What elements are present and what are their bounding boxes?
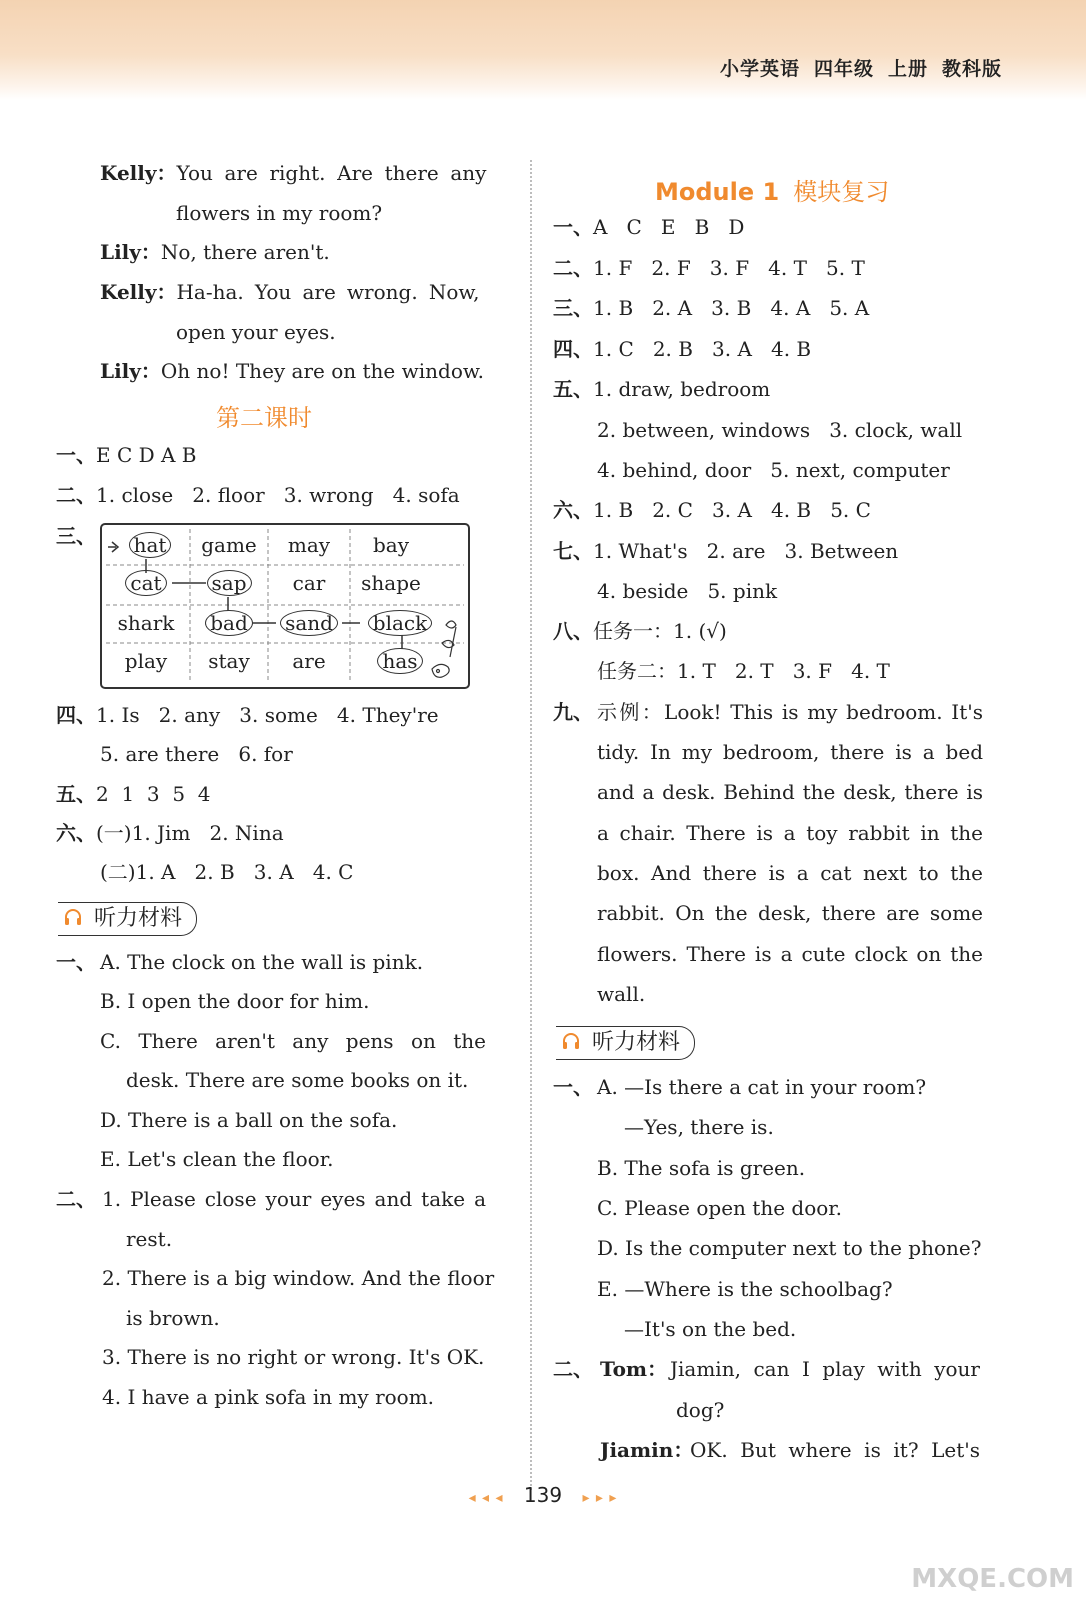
listen-1-num: 一、 [56, 950, 96, 974]
answer-6b: (二)1. A 2. B 3. A 4. C [100, 860, 354, 884]
essay-line: rabbit. On the desk, there are some [597, 901, 983, 925]
answer-row: 任务二：1. T 2. T 3. F 4. T [597, 659, 890, 683]
grid-word: cat [102, 571, 190, 595]
listen-line: A. The clock on the wall is pink. [100, 950, 424, 974]
dialog-line: Lily：Oh no! They are on the window. [100, 359, 484, 383]
dialog-line: Jiamin：OK. But where is it? Let's [600, 1438, 980, 1462]
module-title [655, 172, 889, 207]
essay-line: tidy. In my bedroom, there is a bed [597, 740, 983, 764]
answer-row: 四、1. C 2. B 3. A 4. B [553, 337, 812, 361]
next-arrows-icon: ▸ ▸ ▸ [582, 1490, 618, 1506]
essay-line: flowers. There is a cute clock on the [597, 942, 983, 966]
answer-9-num: 九、 [553, 700, 593, 724]
listen-line: —It's on the bed. [624, 1317, 797, 1341]
prev-arrows-icon: ◂ ◂ ◂ [468, 1490, 504, 1506]
listen-line: D. Is the computer next to the phone? [597, 1236, 982, 1260]
word-grid [100, 523, 470, 689]
dialog-line: Kelly：You are right. Are there any [100, 161, 487, 185]
listen-line: desk. There are some books on it. [126, 1068, 469, 1092]
book-subject: 小学英语 [719, 58, 800, 80]
listen-2-num: 二、 [56, 1187, 96, 1211]
essay-line: 示例：Look! This is my bedroom. It's [597, 700, 983, 724]
headphone-icon [62, 906, 84, 928]
grid-word: bay [372, 533, 410, 557]
headphone-icon [560, 1030, 582, 1052]
grid-word: has [350, 649, 450, 673]
grid-word: hat [110, 533, 190, 557]
grid-word: play [124, 649, 168, 673]
answer-row: 七、1. What's 2. are 3. Between [553, 539, 899, 563]
listen-line: —Yes, there is. [624, 1115, 774, 1139]
dialog-line: dog? [676, 1398, 725, 1422]
answer-2: 二、1. close 2. floor 3. wrong 4. sofa [56, 483, 460, 507]
grid-word: black [350, 611, 450, 635]
listen-2-num: 二、 [553, 1357, 593, 1381]
listen-line: E. —Where is the schoolbag? [597, 1277, 893, 1301]
dialog-line: Kelly：Ha-ha. You are wrong. Now, [100, 280, 480, 304]
listen-line: 4. I have a pink sofa in my room. [102, 1385, 435, 1409]
listen-line: C. There aren't any pens on the [100, 1029, 486, 1053]
dialog-line: Tom： Jiamin, can I play with your [600, 1357, 980, 1381]
header-band [0, 0, 1086, 100]
book-volume: 上册 [887, 58, 928, 80]
watermark: MXQE.COM [911, 1564, 1074, 1594]
grid-word: car [292, 571, 326, 595]
answer-row: 4. beside 5. pink [597, 579, 778, 603]
answer-4b: 5. are there 6. for [100, 742, 293, 766]
listening-material-tag [58, 902, 197, 936]
module-subtitle: 模块复习 [793, 178, 890, 206]
listen-line: 2. There is a big window. And the floor [102, 1266, 495, 1290]
answer-row: 五、1. draw, bedroom [553, 377, 771, 401]
answer-row: 2. between, windows 3. clock, wall [597, 418, 963, 442]
page-footer [0, 1483, 1086, 1507]
grid-word: sap [190, 571, 268, 595]
dialog-line: Lily：No, there aren't. [100, 240, 330, 264]
book-title [706, 54, 1002, 81]
answer-row: 八、任务一：1. (√) [553, 619, 727, 643]
listening-label: 听力材料 [592, 1030, 681, 1055]
page-number: 139 [523, 1483, 563, 1507]
answer-6: 六、(一)1. Jim 2. Nina [56, 821, 284, 845]
listen-line: A. —Is there a cat in your room? [597, 1075, 927, 1099]
listening-label: 听力材料 [94, 906, 183, 931]
grid-word: bad [190, 611, 268, 635]
dialog-line: flowers in my room? [176, 201, 383, 225]
grid-word: are [292, 649, 326, 673]
grid-word: stay [208, 649, 250, 673]
listen-line: 1. Please close your eyes and take a [102, 1187, 486, 1211]
module-name: Module 1 [655, 178, 780, 206]
listen-line: 3. There is no right or wrong. It's OK. [102, 1345, 485, 1369]
answer-4: 四、1. Is 2. any 3. some 4. They're [56, 703, 439, 727]
listening-material-tag [556, 1026, 695, 1060]
listen-line: is brown. [126, 1306, 220, 1330]
column-divider [530, 160, 532, 1490]
essay-line: box. And there is a cat next to the [597, 861, 983, 885]
essay-line: wall. [597, 982, 646, 1006]
lesson-title: 第二课时 [216, 404, 312, 432]
answer-row: 三、1. B 2. A 3. B 4. A 5. A [553, 296, 870, 320]
book-grade: 四年级 [813, 58, 874, 80]
answer-5: 五、2 1 3 5 4 [56, 782, 211, 806]
listen-1-num: 一、 [553, 1075, 593, 1099]
essay-line: and a desk. Behind the desk, there is [597, 780, 983, 804]
listen-line: B. I open the door for him. [100, 989, 370, 1013]
essay-line: a chair. There is a toy rabbit in the [597, 821, 983, 845]
answer-3-num: 三、 [56, 524, 96, 548]
listen-line: rest. [126, 1227, 173, 1251]
answer-row: 二、1. F 2. F 3. F 4. T 5. T [553, 256, 865, 280]
book-edition: 教科版 [941, 58, 1002, 80]
answer-1: 一、E C D A B [56, 443, 197, 467]
listen-line: B. The sofa is green. [597, 1156, 806, 1180]
grid-word: shape [361, 571, 421, 595]
answer-row: 六、1. B 2. C 3. A 4. B 5. C [553, 498, 871, 522]
answer-row: 4. behind, door 5. next, computer [597, 458, 950, 482]
listen-line: D. There is a ball on the sofa. [100, 1108, 398, 1132]
grid-word: game [201, 533, 257, 557]
answer-row: 一、A C E B D [553, 215, 745, 239]
dialog-line: open your eyes. [176, 320, 336, 344]
grid-word: may [287, 533, 331, 557]
listen-line: C. Please open the door. [597, 1196, 843, 1220]
listen-line: E. Let's clean the floor. [100, 1147, 334, 1171]
grid-word: sand [268, 611, 350, 635]
grid-word: shark [117, 611, 175, 635]
